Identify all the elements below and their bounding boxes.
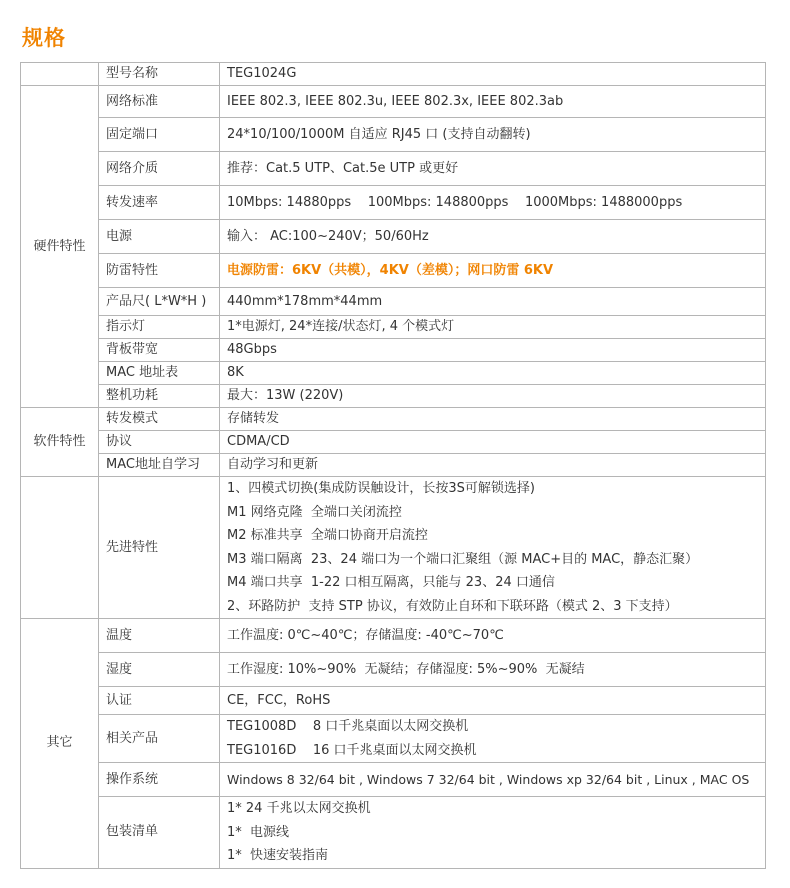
row-name-temp: 温度 xyxy=(99,619,220,653)
advanced-line: 1、四模式切换(集成防误触设计，长按3S可解锁选择) xyxy=(227,481,535,496)
advanced-line: M2 标准共享 全端口协商开启流控 xyxy=(227,528,428,543)
row-name-cert: 认证 xyxy=(99,687,220,715)
row-name-proto: 协议 xyxy=(99,431,220,454)
row-name-rate: 转发速率 xyxy=(99,186,220,220)
row-value-maclearn: 自动学习和更新 xyxy=(220,454,766,477)
row-value-rate: 10Mbps: 14880pps 100Mbps: 148800pps 1000Mbps: 1488000pps xyxy=(220,186,766,220)
row-value-related xyxy=(220,715,766,763)
table-row xyxy=(21,653,766,687)
table-row xyxy=(21,687,766,715)
row-name-related: 相关产品 xyxy=(99,715,220,763)
package-line: 1* 电源线 xyxy=(227,824,290,840)
table-row xyxy=(21,619,766,653)
row-value-size: 440mm*178mm*44mm xyxy=(220,288,766,316)
row-value-cert: CE，FCC，RoHS xyxy=(220,687,766,715)
row-value-media: 推荐：Cat.5 UTP、Cat.5e UTP 或更好 xyxy=(220,152,766,186)
row-name-port: 固定端口 xyxy=(99,118,220,152)
row-name-media: 网络介质 xyxy=(99,152,220,186)
row-value-temp: 工作温度: 0℃~40℃；存储温度: -40℃~70℃ xyxy=(220,619,766,653)
table-row xyxy=(21,118,766,152)
group-software: 软件特性 xyxy=(21,408,99,477)
row-name-package: 包装清单 xyxy=(99,797,220,869)
table-row xyxy=(21,86,766,118)
table-row xyxy=(21,408,766,431)
table-row xyxy=(21,477,766,619)
row-name-bandwidth: 背板带宽 xyxy=(99,339,220,362)
row-value-proto: CDMA/CD xyxy=(220,431,766,454)
advanced-line: M4 端口共享 1-22 口相互隔离，只能与 23、24 口通信 xyxy=(227,575,555,590)
table-row xyxy=(21,763,766,797)
row-name-size: 产品尺( L*W*H ) xyxy=(99,288,220,316)
row-name-std: 网络标准 xyxy=(99,86,220,118)
advanced-line: M3 端口隔离 23、24 端口为一个端口汇聚组（源 MAC+目的 MAC，静态汇聚） xyxy=(227,551,699,567)
row-value-fwd: 存储转发 xyxy=(220,408,766,431)
table-row xyxy=(21,715,766,763)
row-value-surge: 电源防雷：6KV（共模），4KV（差模）；网口防雷 6KV xyxy=(220,254,766,288)
row-value-bandwidth: 48Gbps xyxy=(220,339,766,362)
row-name-power: 电源 xyxy=(99,220,220,254)
row-value-led: 1*电源灯, 24*连接/状态灯, 4 个模式灯 xyxy=(220,316,766,339)
advanced-line: 2、环路防护 支持 STP 协议，有效防止自环和下联环路（模式 2、3 下支持） xyxy=(227,598,678,614)
table-row xyxy=(21,431,766,454)
spec-table xyxy=(20,62,766,869)
package-line: 1* 24 千兆以太网交换机 xyxy=(227,801,371,816)
table-row xyxy=(21,316,766,339)
row-name-led: 指示灯 xyxy=(99,316,220,339)
row-name-maclearn: MAC地址自学习 xyxy=(99,454,220,477)
group-cell-empty xyxy=(21,63,99,86)
related-line: TEG1016D 16 口千兆桌面以太网交换机 xyxy=(227,742,477,758)
row-value-model: TEG1024G xyxy=(220,63,766,86)
table-row xyxy=(21,254,766,288)
row-name-humid: 湿度 xyxy=(99,653,220,687)
group-cell-empty xyxy=(21,477,99,619)
row-value-consumption: 最大：13W (220V) xyxy=(220,385,766,408)
row-name-model: 型号名称 xyxy=(99,63,220,86)
group-hardware: 硬件特性 xyxy=(21,86,99,408)
table-row xyxy=(21,385,766,408)
row-value-std: IEEE 802.3, IEEE 802.3u, IEEE 802.3x, IEEE 802.3ab xyxy=(220,86,766,118)
advanced-line: M1 网络克隆 全端口关闭流控 xyxy=(227,504,402,520)
table-row xyxy=(21,288,766,316)
row-value-power: 输入： AC:100~240V；50/60Hz xyxy=(220,220,766,254)
row-value-mac: 8K xyxy=(220,362,766,385)
row-value-package xyxy=(220,797,766,869)
table-row xyxy=(21,454,766,477)
row-name-mac: MAC 地址表 xyxy=(99,362,220,385)
row-name-surge: 防雷特性 xyxy=(99,254,220,288)
row-name-fwd: 转发模式 xyxy=(99,408,220,431)
row-value-port: 24*10/100/1000M 自适应 RJ45 口 (支持自动翻转) xyxy=(220,118,766,152)
package-line: 1* 快速安装指南 xyxy=(227,848,329,863)
row-name-advanced: 先进特性 xyxy=(99,477,220,619)
group-other: 其它 xyxy=(21,619,99,869)
page-title: 规格 xyxy=(22,26,66,50)
row-name-consumption: 整机功耗 xyxy=(99,385,220,408)
row-value-advanced xyxy=(220,477,766,619)
row-value-humid: 工作湿度: 10%~90% 无凝结；存储湿度: 5%~90% 无凝结 xyxy=(220,653,766,687)
row-value-os: Windows 8 32/64 bit , Windows 7 32/64 bit , Windows xp 32/64 bit , Linux , MAC OS xyxy=(220,763,766,797)
table-row xyxy=(21,339,766,362)
row-name-os: 操作系统 xyxy=(99,763,220,797)
table-row xyxy=(21,797,766,869)
related-line: TEG1008D 8 口千兆桌面以太网交换机 xyxy=(227,719,469,734)
table-row xyxy=(21,152,766,186)
table-row xyxy=(21,362,766,385)
table-row xyxy=(21,63,766,86)
table-row xyxy=(21,186,766,220)
table-row xyxy=(21,220,766,254)
